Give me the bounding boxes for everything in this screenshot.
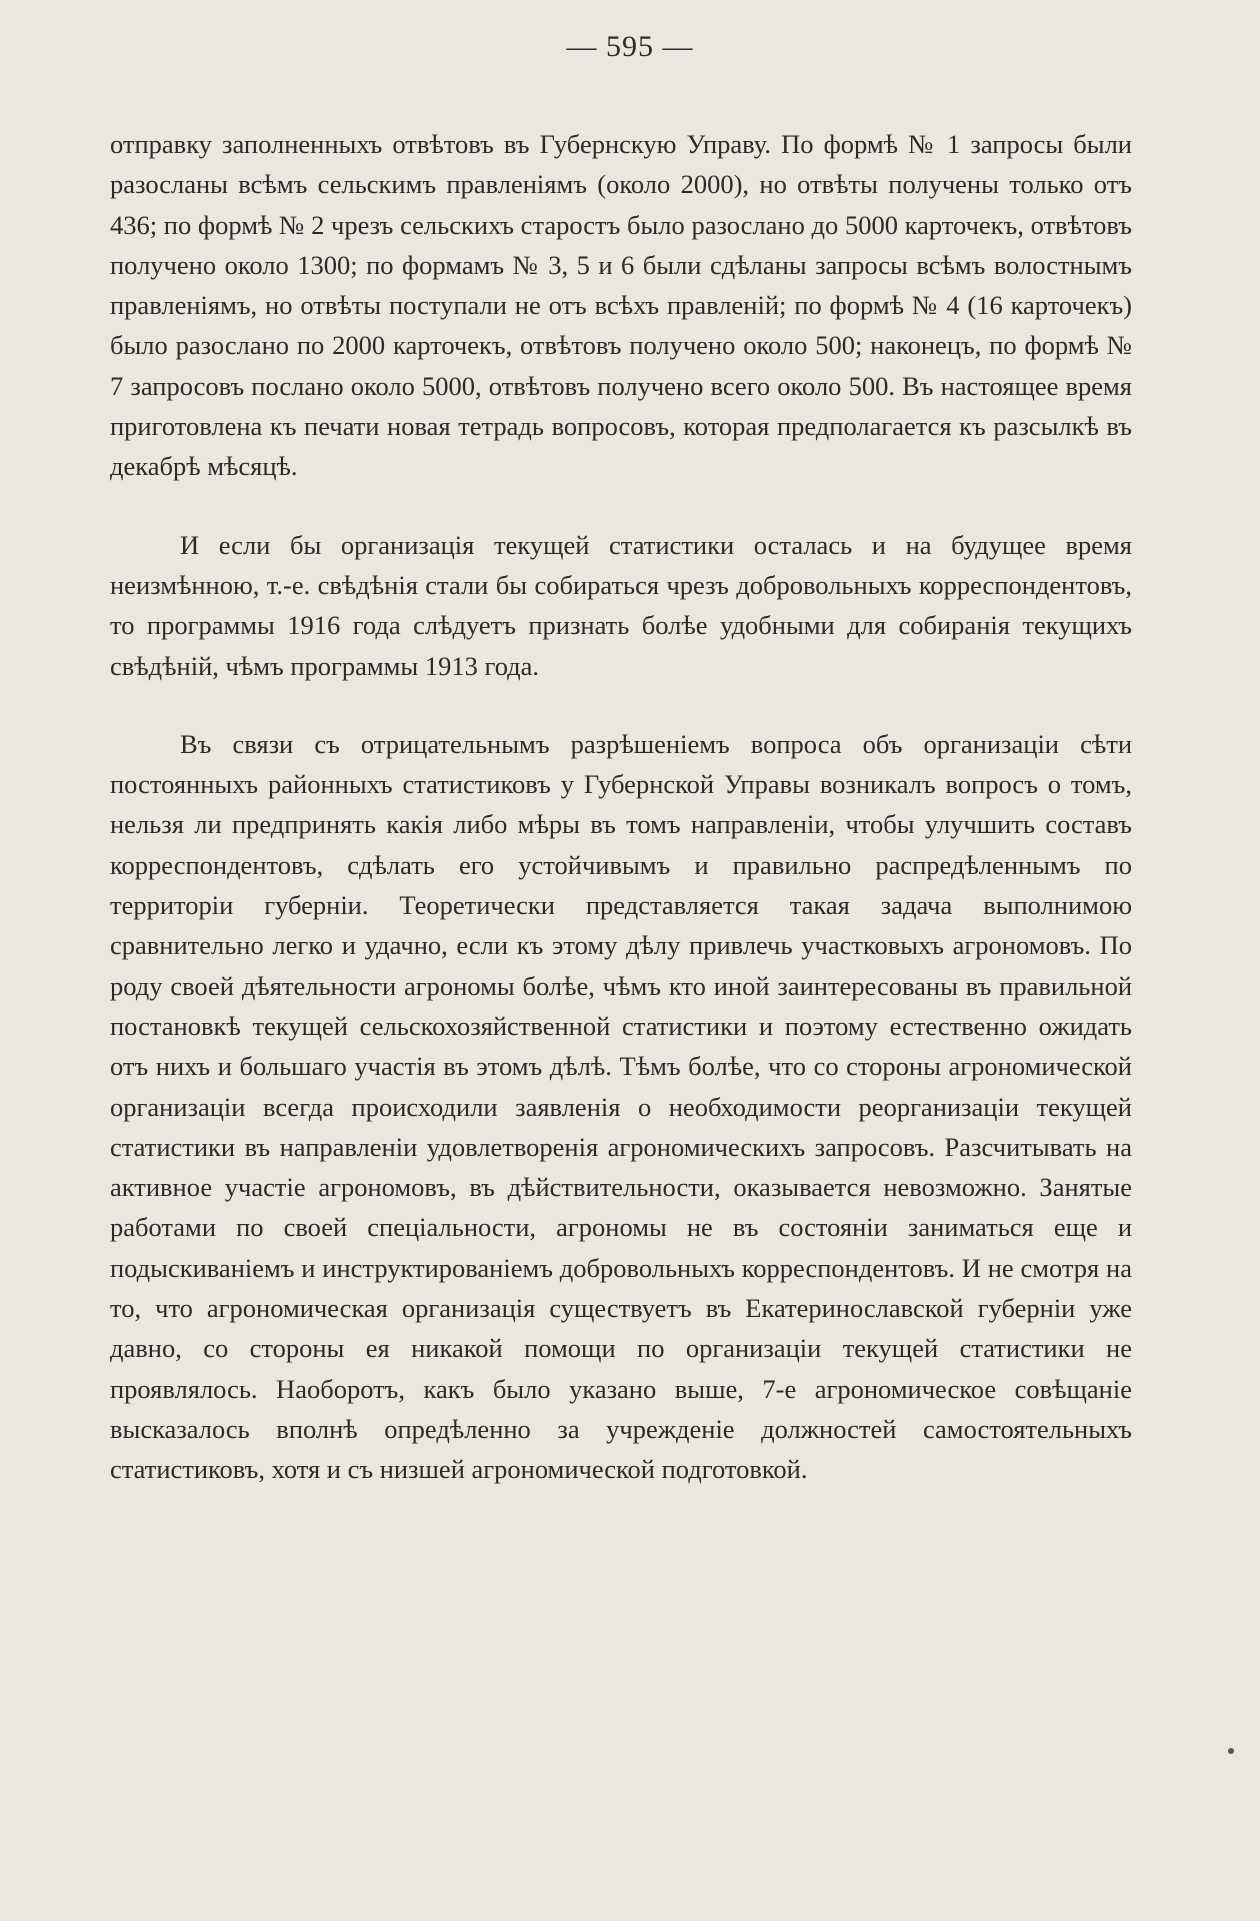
page-number: — 595 — [566, 30, 694, 63]
paragraph-1: отправку заполненныхъ отвѣтовъ въ Губернскую Управу. По формѣ № 1 запросы были разосланы всѣмъ сельскимъ правленіямъ (около 2000), но отвѣты получены только отъ 436; по формѣ № 2 чрезъ сельскихъ старостъ было разослано до 5000 карточекъ, отвѣтовъ получено около 1300; по формамъ № 3, 5 и 6 были сдѣланы запросы всѣмъ волостнымъ правленіямъ, но отвѣты поступали не отъ всѣхъ правленій; по формѣ № 4 (16 карточекъ) было разослано по 2000 карточекъ, отвѣтовъ получено около 500; наконецъ, по формѣ № 7 запросовъ послано около 5000, отвѣтовъ получено всего около 500. Въ настоящее время приготовлена къ печати новая тетрадь вопросовъ, которая предполагается къ разсылкѣ въ декабрѣ мѣсяцѣ. [110, 129, 1132, 482]
body-text [110, 124, 1132, 1528]
paragraph-3: Въ связи съ отрицательнымъ разрѣшеніемъ вопроса объ организаціи сѣти постоянныхъ районныхъ статистиковъ у Губернской Управы возникалъ вопросъ о томъ, нельзя ли предпринять какія либо мѣры въ томъ направленіи, чтобы улучшить составъ корреспондентовъ, сдѣлать его устойчивымъ и правильно распредѣленнымъ по территоріи губерніи. Теоретически представляется такая задача выполнимою сравнительно легко и удачно, если къ этому дѣлу привлечь участковыхъ агрономовъ. По роду своей дѣятельности агрономы болѣе, чѣмъ кто иной заинтересованы въ правильной постановкѣ текущей сельскохозяйственной статистики и поэтому естественно ожидать отъ нихъ и большаго участія въ этомъ дѣлѣ. Тѣмъ болѣе, что со стороны агрономической организаціи всегда происходили заявленія о необходимости реорганизаціи текущей статистики въ направленіи удовлетворенія агрономическихъ запросовъ. Разсчитывать на активное участіе агрономовъ, въ дѣйствительности, оказывается невозможно. Занятые работами по своей спеціальности, агрономы не въ состояніи заниматься еще и подыскиваніемъ и инструктированіемъ добровольныхъ корреспондентовъ. И не смотря на то, что агрономическая организація существуетъ въ Екатеринославской губерніи уже давно, со стороны ея никакой помощи по организаціи текущей статистики не проявлялось. Наоборотъ, какъ было указано выше, 7-е агрономическое совѣщаніе высказалось вполнѣ опредѣленно за учрежденіе должностей самостоятельныхъ статистиковъ, хотя и съ низшей агрономической подготовкой. [110, 728, 1132, 1485]
margin-speck [1228, 1748, 1234, 1754]
paragraph-2: И если бы организація текущей статистики осталась и на будущее время неизмѣнною, т.-е. свѣдѣнія стали бы собираться чрезъ добровольныхъ корреспондентовъ, то программы 1916 года слѣдуетъ признать болѣе удобными для собиранія текущихъ свѣдѣній, чѣмъ программы 1913 года. [110, 529, 1132, 681]
